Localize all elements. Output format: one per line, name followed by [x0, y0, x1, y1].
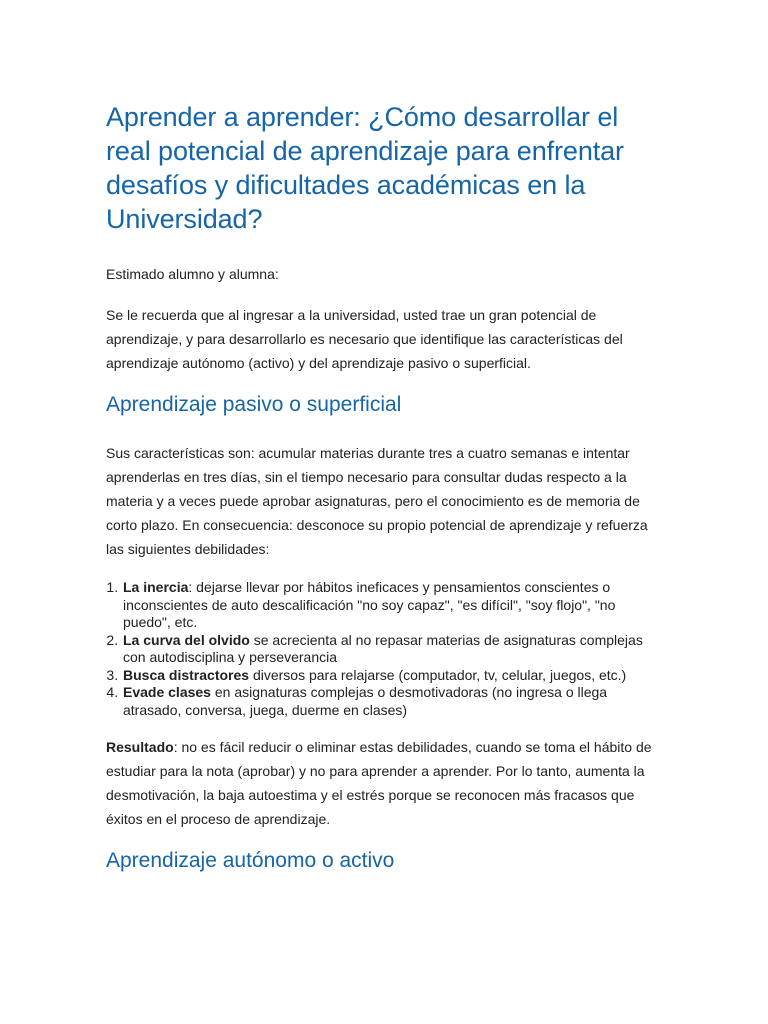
greeting-text: Estimado alumno y alumna: — [106, 266, 279, 282]
section-heading-pasivo: Aprendizaje pasivo o superficial — [106, 393, 402, 416]
list-item-term: Evade clases — [123, 684, 211, 700]
list-item — [122, 667, 666, 685]
list-item — [122, 684, 666, 719]
section-heading-autonomo: Aprendizaje autónomo o activo — [106, 849, 395, 872]
list-item — [122, 579, 666, 632]
intro-paragraph: Se le recuerda que al ingresar a la universidad, usted trae un gran potencial de aprendizaje, y para desarrollarlo es necesario que identifique las características del aprendizaje autónomo (activo) y del aprendizaje pasivo o superficial. — [106, 307, 623, 371]
list-item-term: La inercia — [123, 579, 189, 595]
document-page — [106, 100, 666, 875]
list-item-term: La curva del olvido — [123, 631, 250, 648]
pasivo-description: Sus características son: acumular materias durante tres a cuatro semanas e intentar aprenderlas en tres días, sin el tiempo necesario para consultar dudas respecto a la materia y a veces puede aprobar asignaturas, pero el conocimiento es de memoria de corto plazo. En consecuencia: desconoce su propio potencial de aprendizaje y refuerza las siguientes debilidades: — [106, 445, 648, 557]
weakness-list — [106, 579, 666, 719]
list-item — [122, 632, 666, 667]
document-title: Aprender a aprender: ¿Cómo desarrollar el real potencial de aprendizaje para enfrentar desafíos y dificultades académicas en la Universidad? — [106, 102, 624, 234]
result-paragraph — [106, 735, 666, 831]
list-item-term: Busca distractores — [123, 666, 250, 683]
list-item-text: diversos para relajarse (computador, tv, celular, juegos, etc.) — [249, 666, 627, 683]
list-item-text: se acrecienta al no repasar materias de asignaturas complejas con autodisciplina y perseverancia — [123, 631, 643, 665]
result-text: : no es fácil reducir o eliminar estas debilidades, cuando se toma el hábito de estudiar para la nota (aprobar) y no para aprender a aprender. Por lo tanto, aumenta la desmotivación, la baja autoestima y el estrés porque se reconocen más fracasos que éxitos en el proceso de aprendizaje. — [106, 739, 652, 827]
list-item-text: en asignaturas complejas o desmotivadoras (no ingresa o llega atrasado, conversa, juega, duerme en clases) — [123, 684, 608, 718]
list-item-text: : dejarse llevar por hábitos ineficaces y pensamientos conscientes o inconscientes de auto descalificación "no soy capaz", "es difícil", "soy flojo", "no puedo", etc. — [123, 579, 616, 630]
result-label: Resultado — [106, 739, 174, 755]
